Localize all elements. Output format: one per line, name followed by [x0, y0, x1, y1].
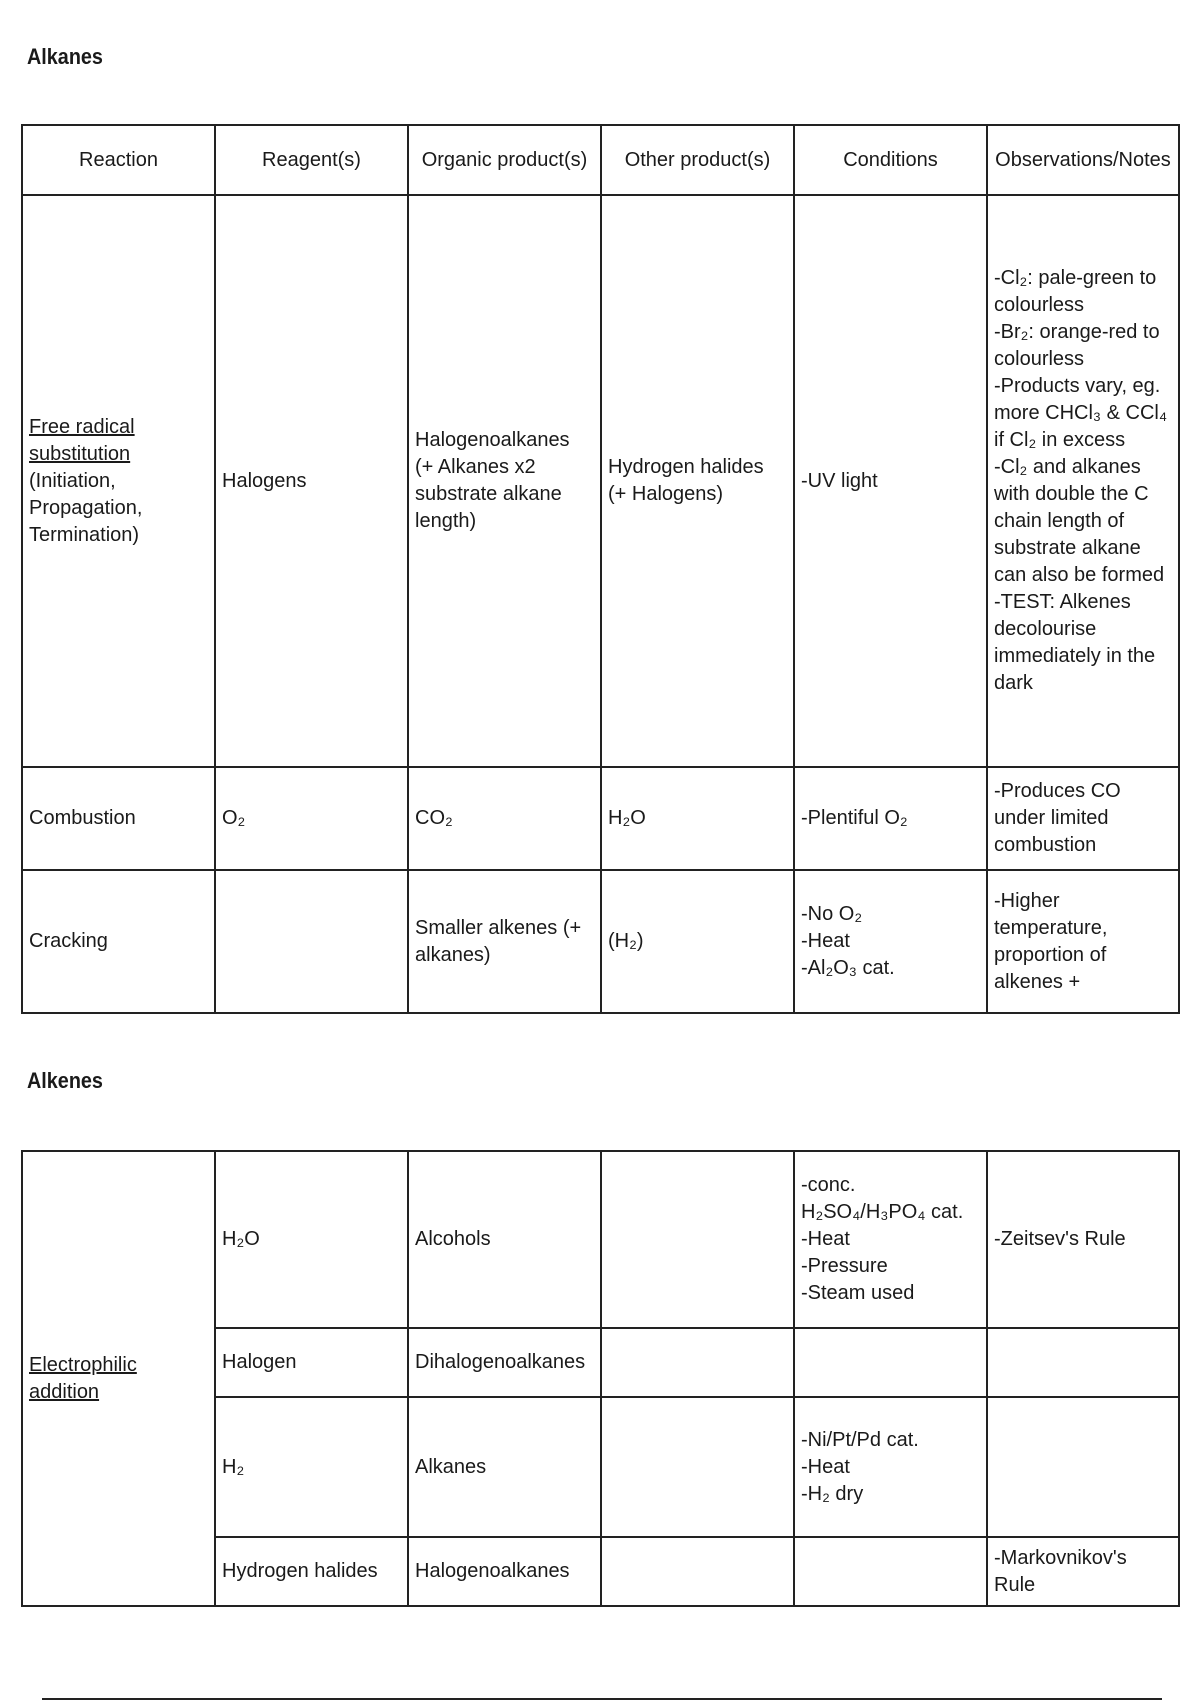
header-observations-notes: Observations/Notes [987, 125, 1179, 195]
organic-product-text: Halogenoalkanes [415, 429, 570, 451]
organic-product-text: Smaller alkenes (+ alkanes) [415, 916, 582, 966]
header-reaction: Reaction [22, 125, 215, 195]
organic-product-text: Alcohols [415, 1228, 491, 1250]
reagents-cell [215, 870, 408, 1013]
other-product-text: H₂O [608, 807, 646, 829]
reaction-name: Free radical substitution [29, 415, 135, 465]
reaction-name: Electrophilic addition [29, 1353, 137, 1403]
conditions-cell [794, 1151, 987, 1328]
condition-text: -Ni/Pt/Pd cat. [801, 1428, 919, 1451]
reaction-name: Cracking [29, 930, 108, 952]
organic-products-cell [408, 1537, 601, 1606]
condition-text: -No O₂ [801, 903, 863, 925]
note-text: -Cl₂ and alkanes with double the C chain length of substrate alkane can also be formed [994, 456, 1165, 586]
notes-cell [987, 195, 1179, 767]
condition-text: -Heat [801, 1228, 850, 1250]
conditions-cell [794, 195, 987, 767]
reagents-cell [215, 195, 408, 767]
alkenes-heading: Alkenes [27, 1068, 103, 1093]
reagents-cell [215, 1537, 408, 1606]
reaction-name: Combustion [29, 807, 136, 829]
reagents-cell [215, 1328, 408, 1397]
condition-text: -Steam used [801, 1282, 915, 1304]
conditions-cell [794, 767, 987, 870]
notes-cell [987, 1537, 1179, 1606]
organic-product-text: Dihalogenoalkanes [415, 1351, 586, 1373]
condition-text: -Plentiful O₂ [801, 807, 908, 829]
note-text: -Markovnikov's Rule [994, 1546, 1127, 1596]
reagents-cell [215, 1397, 408, 1537]
conditions-cell [794, 1328, 987, 1397]
condition-text: -Heat [801, 1455, 850, 1478]
other-products-cell [601, 1151, 794, 1328]
header-reagents: Reagent(s) [215, 125, 408, 195]
reagents-cell [215, 767, 408, 870]
other-products-cell [601, 767, 794, 870]
alkanes-heading: Alkanes [27, 44, 103, 69]
reaction-cell [22, 1151, 215, 1606]
other-product-text: Hydrogen halides [608, 456, 764, 478]
notes-cell [987, 767, 1179, 870]
note-text: -TEST: Alkenes decolourise immediately in the dark [994, 591, 1156, 694]
header-conditions: Conditions [794, 125, 987, 195]
condition-text: -UV light [801, 469, 878, 492]
organic-products-cell [408, 870, 601, 1013]
reaction-cell [22, 767, 215, 870]
other-products-cell [601, 195, 794, 767]
reaction-cell [22, 870, 215, 1013]
organic-products-cell [408, 767, 601, 870]
header-other-products: Other product(s) [601, 125, 794, 195]
alkenes-table [21, 1150, 1180, 1607]
organic-products-cell [408, 195, 601, 767]
notes-cell [987, 870, 1179, 1013]
reagents-cell [215, 1151, 408, 1328]
note-text: -Produces CO under limited combustion [994, 780, 1121, 856]
conditions-cell [794, 870, 987, 1013]
reagents-text: H₂ [222, 1455, 245, 1478]
other-products-cell [601, 1397, 794, 1537]
alkanes-header-row [22, 125, 1179, 195]
reagents-text: H₂O [222, 1228, 260, 1250]
condition-text: -Pressure [801, 1255, 888, 1277]
conditions-cell [794, 1397, 987, 1537]
conditions-cell [794, 1537, 987, 1606]
header-organic-products: Organic product(s) [408, 125, 601, 195]
other-product-text: (H₂) [608, 930, 644, 952]
table-row [22, 1151, 1179, 1328]
note-text: -Zeitsev's Rule [994, 1228, 1126, 1250]
reagents-text: Halogens [222, 469, 307, 492]
condition-text: -Al₂O₃ cat. [801, 957, 895, 979]
organic-products-cell [408, 1151, 601, 1328]
other-product-text: (+ Halogens) [608, 483, 724, 505]
organic-products-cell [408, 1328, 601, 1397]
reagents-text: Hydrogen halides [222, 1560, 378, 1582]
notes-cell [987, 1397, 1179, 1537]
condition-text: -Heat [801, 930, 850, 952]
organic-product-text: (+ Alkanes x2 substrate alkane length) [415, 456, 562, 532]
note-text: -Cl₂: pale-green to colourless [994, 267, 1157, 316]
organic-product-text: Alkanes [415, 1455, 487, 1478]
reagents-text: O₂ [222, 807, 246, 829]
reaction-detail: (Initiation, Propagation, Termination) [29, 469, 143, 546]
condition-text: -conc. H₂SO₄/H₃PO₄ cat. [801, 1174, 964, 1223]
organic-products-cell [408, 1397, 601, 1537]
alkanes-table [21, 124, 1180, 1014]
organic-product-text: CO₂ [415, 807, 453, 829]
table-row [22, 870, 1179, 1013]
other-products-cell [601, 870, 794, 1013]
reagents-text: Halogen [222, 1351, 297, 1373]
condition-text: -H₂ dry [801, 1482, 864, 1505]
notes-cell [987, 1328, 1179, 1397]
table-row [22, 195, 1179, 767]
table-row [22, 767, 1179, 870]
notes-cell [987, 1151, 1179, 1328]
organic-product-text: Halogenoalkanes [415, 1560, 570, 1582]
note-text: -Br₂: orange-red to colourless [994, 321, 1160, 370]
other-products-cell [601, 1328, 794, 1397]
reaction-cell [22, 195, 215, 767]
note-text: -Higher temperature, proportion of alkenes + [994, 889, 1108, 993]
note-text: -Products vary, eg. more CHCl₃ & CCl₄ if Cl₂ in excess [994, 375, 1167, 451]
other-products-cell [601, 1537, 794, 1606]
